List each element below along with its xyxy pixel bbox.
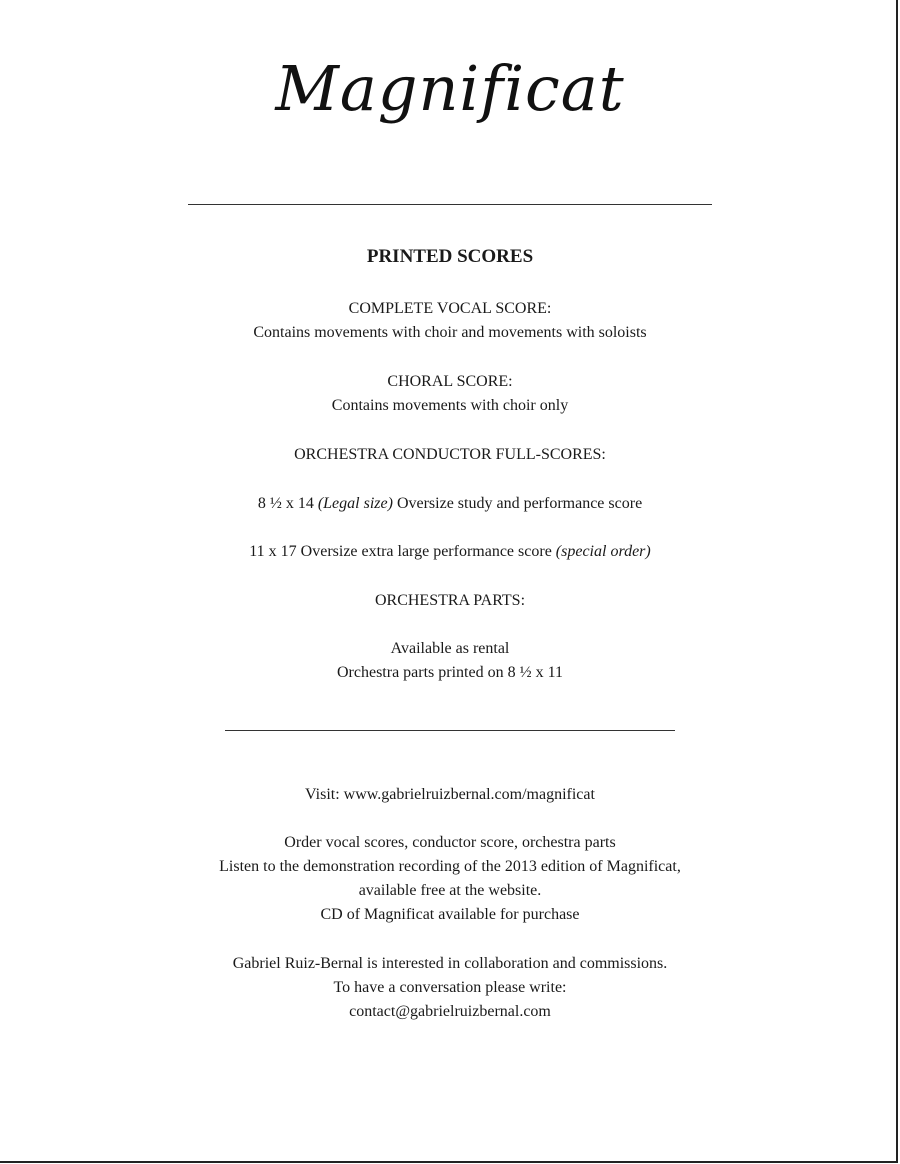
document-title: Magnificat: [275, 52, 625, 125]
order-line-1: Order vocal scores, conductor score, orchestra parts: [284, 834, 616, 851]
order-line-2: Listen to the demonstration recording of the 2013 edition of Magnificat,: [219, 858, 681, 875]
legal-size-note: (Legal size): [317, 495, 393, 512]
vocal-score-label: COMPLETE VOCAL SCORE:: [348, 300, 552, 317]
contact-line-2: To have a conversation please write:: [333, 979, 567, 996]
contact-line-1: Gabriel Ruiz-Bernal is interested in collaboration and commissions.: [232, 955, 668, 972]
order-line-4: CD of Magnificat available for purchase: [320, 906, 580, 923]
middle-divider: [225, 730, 675, 731]
choral-score-description: Contains movements with choir only: [331, 397, 569, 414]
legal-size-prefix: 8 ½ x 14: [257, 495, 318, 512]
contact-email: contact@gabrielruizbernal.com: [349, 1003, 551, 1020]
section-heading: PRINTED SCORES: [366, 246, 534, 267]
rental-line: Available as rental: [390, 640, 510, 657]
top-divider: [188, 204, 712, 205]
large-score-text: 11 x 17 Oversize extra large performance score: [249, 543, 556, 560]
special-order-note: (special order): [555, 543, 651, 560]
conductor-scores-label: ORCHESTRA CONDUCTOR FULL-SCORES:: [294, 446, 606, 463]
large-score-line: [0, 540, 900, 564]
order-line-3: available free at the website.: [358, 882, 542, 899]
choral-score-label: CHORAL SCORE:: [387, 373, 513, 390]
vocal-score-description: Contains movements with choir and movements with soloists: [253, 324, 647, 341]
parts-size-line: Orchestra parts printed on 8 ½ x 11: [336, 664, 563, 681]
legal-size-suffix: Oversize study and performance score: [392, 495, 643, 512]
legal-size-score-line: [0, 492, 900, 516]
orchestra-parts-label: ORCHESTRA PARTS:: [374, 592, 526, 609]
website-link: Visit: www.gabrielruizbernal.com/magnificat: [305, 786, 595, 803]
